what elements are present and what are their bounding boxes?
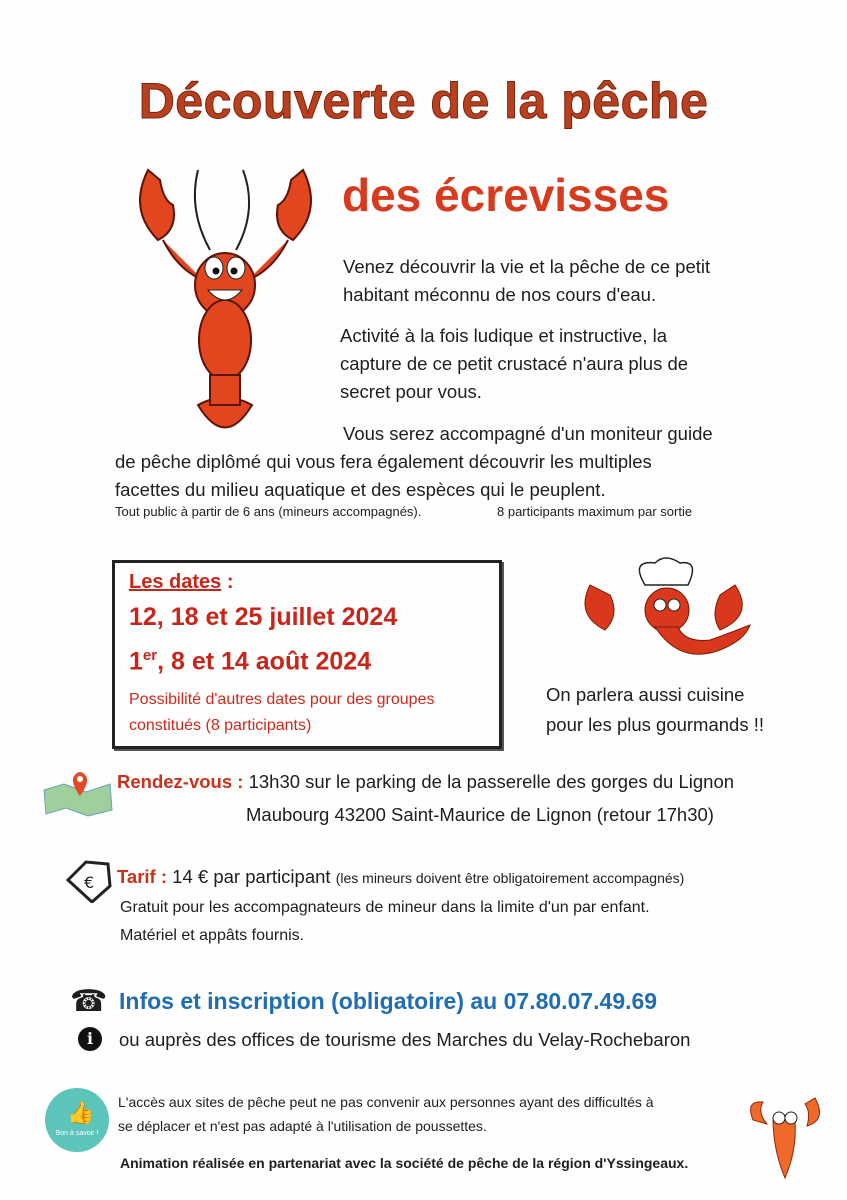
intro-p3-line1: Vous serez accompagné d'un moniteur guide: [343, 423, 713, 444]
intro-p3-line3: facettes du milieu aquatique et des espèces qui le peuplent.: [115, 479, 606, 500]
badge-label: Bon à savoir !: [55, 1130, 99, 1137]
crayfish-illustration: [118, 150, 333, 445]
dates-box: [112, 560, 502, 749]
price-line3: Matériel et appâts fournis.: [120, 927, 305, 944]
contact-line2: ou auprès des offices de tourisme des Marches du Velay-Rochebaron: [119, 1029, 691, 1050]
text-line: Venez découvrir la vie et la pêche de ce petit: [343, 256, 711, 277]
dates-heading: Les dates :: [129, 571, 234, 593]
dates-august: 1er, 8 et 14 août 2024: [129, 647, 372, 676]
meeting-line1: Rendez-vous : 13h30 sur le parking de la passerelle des gorges du Lignon: [117, 771, 735, 792]
audience-note: Tout public à partir de 6 ans (mineurs accompagnés).: [115, 504, 422, 519]
thumbs-up-icon: 👍: [67, 1100, 95, 1125]
price-line2: Gratuit pour les accompagnateurs de mineur dans la limite d'un par enfant.: [120, 899, 650, 916]
waving-crayfish-illustration: [745, 1090, 825, 1180]
good-to-know-badge: [45, 1088, 109, 1152]
chef-crayfish-illustration: [570, 555, 760, 680]
page-title: Découverte de la pêche: [138, 73, 709, 129]
info-icon: i: [78, 1027, 102, 1051]
text-line: Activité à la fois ludique et instructive, la: [340, 325, 667, 346]
intro-p2: [340, 322, 688, 406]
text-line: capture de ce petit crustacé n'aura plus de: [340, 353, 689, 374]
intro-p1: [343, 253, 710, 309]
good-to-know-text: L'accès aux sites de pêche peut ne pas convenir aux personnes ayant des difficultés à se déplacer et n'est pas adapté à l'utilisation de poussettes.: [118, 1094, 654, 1134]
page-subtitle: des écrevisses: [342, 169, 670, 221]
price-line1: Tarif : 14 € par participant (les mineurs doivent être obligatoirement accompagnés): [117, 866, 685, 887]
dates-july: 12, 18 et 25 juillet 2024: [129, 603, 398, 631]
telephone-icon: ☎: [70, 985, 108, 1018]
capacity-note: 8 participants maximum par sortie: [497, 504, 693, 519]
map-pin-icon: [42, 768, 114, 818]
contact-headline: Infos et inscription (obligatoire) au 07.80.07.49.69: [119, 988, 658, 1014]
meeting-line2: Maubourg 43200 Saint-Maurice de Lignon (retour 17h30): [246, 804, 714, 825]
dates-note: Possibilité d'autres dates pour des groupes constitués (8 participants): [129, 691, 435, 734]
text-line: habitant méconnu de nos cours d'eau.: [343, 284, 657, 305]
price-tag-icon: [64, 858, 114, 903]
svg-text:€: €: [84, 873, 95, 892]
partner-note: Animation réalisée en partenariat avec la société de pêche de la région d'Yssingeaux.: [120, 1155, 689, 1171]
cuisine-note: On parlera aussi cuisine pour les plus gourmands !!: [546, 684, 765, 735]
text-line: secret pour vous.: [340, 381, 482, 402]
intro-p3-line2: de pêche diplômé qui vous fera également découvrir les multiples: [115, 451, 652, 472]
